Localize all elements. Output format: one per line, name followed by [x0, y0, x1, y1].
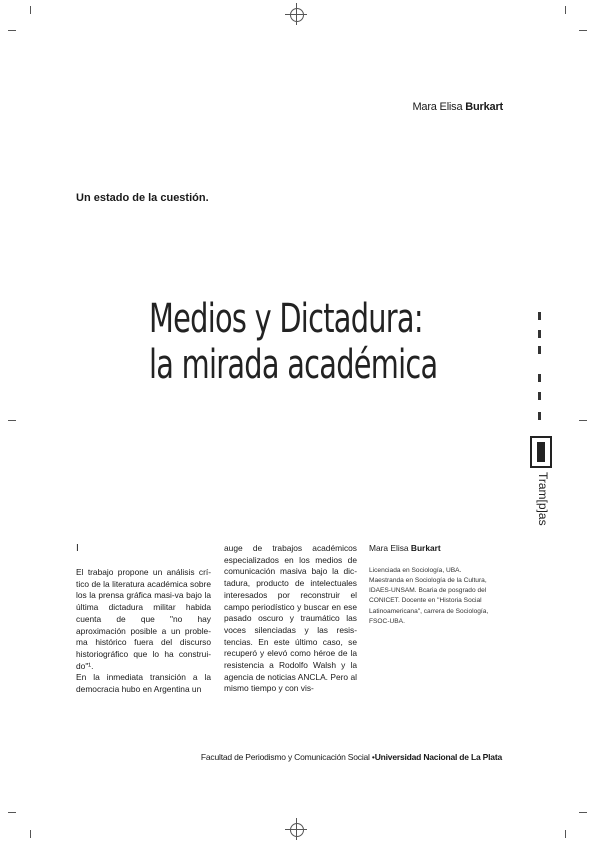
crop-mark	[8, 420, 16, 421]
crop-mark	[579, 420, 587, 421]
paragraph: auge de trabajos académicos especializados en los medios de comunicación masiva bajo la dic-tadura, producto de intelectuales interesados por reconstruir el campo periodístico y buscar en ese pasado oscuro y traumático las voces silenciadas y las resis-tencias. En este último caso, se recuperó y elevó como héroe de la resistencia a Rodolfo Walsh y la agencia de noticias ANCLA. Pero al mismo tiempo y con vis-	[224, 543, 357, 694]
bio-first-name: Mara Elisa	[369, 543, 409, 553]
crop-mark	[30, 830, 31, 838]
registration-mark	[290, 8, 304, 22]
paragraph: El trabajo propone un análisis crí-tico de la literatura académica sobre los la prensa gráfica masi-va bajo la última dictadura militar habida cuenta de que "no hay aproximación posible a un proble-ma histórico fuera del discurso historiográfico que lo ha construi-do"¹.	[76, 567, 211, 671]
bio-last-name: Burkart	[410, 543, 441, 553]
author-last-name: Burkart	[465, 101, 503, 113]
page-footer	[201, 752, 502, 762]
side-tick	[538, 412, 541, 420]
footer-faculty: Facultad de Periodismo y Comunicación Social	[200, 752, 370, 762]
bio-author-name	[369, 543, 495, 555]
registration-mark-line	[285, 14, 307, 15]
footer-separator: •	[371, 752, 375, 762]
crop-mark	[565, 830, 566, 838]
text-column-2	[224, 543, 357, 695]
crop-mark	[8, 812, 16, 813]
bio-text: Licenciada en Sociología, UBA. Maestranda en Sociología de la Cultura, IDAES-UNSAM. Bcaria de posgrado del CONICET. Docente en "Historia Social Latinoamericana", carrera de Sociología, FSOC-UBA.	[369, 566, 489, 625]
side-strip	[530, 312, 558, 526]
article-title	[149, 296, 437, 388]
side-tick	[538, 374, 541, 382]
crop-mark	[579, 30, 587, 31]
footer-university: Universidad Nacional de La Plata	[374, 752, 502, 762]
crop-mark	[565, 6, 566, 14]
logo-bracket-fill	[537, 442, 545, 462]
registration-mark-line	[285, 829, 307, 830]
title-line-1: Medios y Dictadura:	[149, 296, 423, 342]
crop-mark	[8, 30, 16, 31]
subtitle: Un estado de la cuestión.	[76, 192, 209, 204]
author-first-name: Mara Elisa	[412, 101, 463, 113]
registration-mark	[290, 823, 304, 837]
crop-mark	[579, 812, 587, 813]
title-line-2: la mirada académica	[149, 342, 438, 388]
side-tick	[538, 346, 541, 354]
side-tick	[538, 330, 541, 338]
side-label: Tram[p]as	[536, 472, 550, 526]
author-header	[412, 101, 503, 113]
author-bio-column	[369, 543, 495, 627]
side-tick	[538, 392, 541, 400]
paragraph: En la inmediata transición a la democracia hubo en Argentina un	[76, 672, 211, 695]
crop-mark	[30, 6, 31, 14]
section-numeral: I	[76, 543, 79, 554]
text-column-1	[76, 543, 211, 696]
side-tick	[538, 312, 541, 320]
logo-bracket-icon	[530, 436, 552, 468]
